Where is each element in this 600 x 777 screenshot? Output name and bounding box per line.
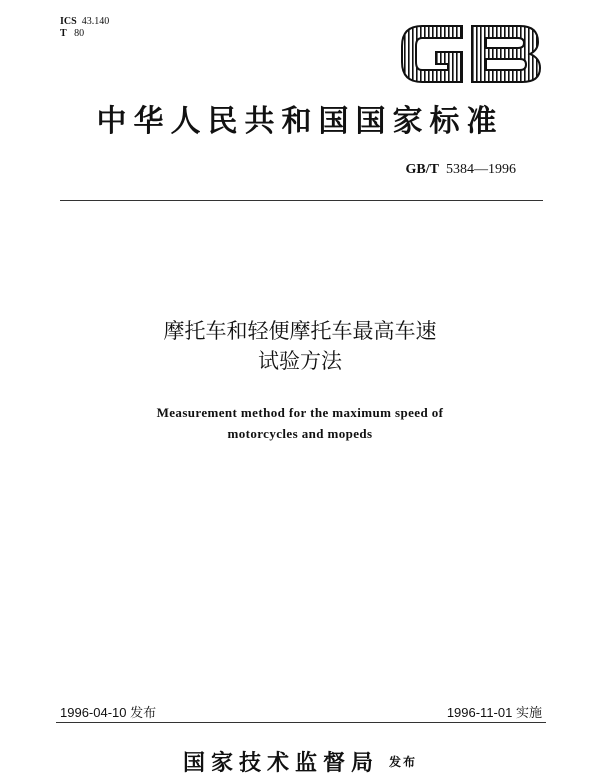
implementation-date (447, 702, 542, 721)
ics-label: ICS (60, 16, 77, 27)
header-divider (60, 200, 543, 201)
issue-date (60, 702, 156, 721)
class-line (60, 28, 109, 40)
ics-value: 43.140 (81, 16, 110, 27)
chinese-title (40, 316, 560, 376)
standard-number-prefix: GB/T (405, 162, 439, 177)
standard-number (406, 162, 516, 178)
ics-line (60, 16, 109, 28)
standard-category-title: 中华人民共和国国家标准 (96, 104, 504, 139)
publisher-suffix: 发布 (389, 755, 418, 769)
issue-date-label: 发布 (130, 705, 157, 720)
class-value: 80 (74, 28, 85, 39)
ics-classification (60, 16, 109, 40)
standard-number-value: 5384—1996 (446, 162, 516, 177)
implementation-date-value: 1996-11-01 (446, 705, 513, 720)
chinese-title-line-1: 摩托车和轻便摩托车最高车速 (163, 319, 437, 343)
publisher-name: 国家技术监督局 (182, 750, 379, 776)
gb-logo-icon (396, 16, 544, 90)
implementation-date-label: 实施 (515, 705, 542, 720)
english-title-line-1: Measurement method for the maximum speed of (156, 405, 444, 420)
footer-divider (56, 722, 546, 723)
publisher (100, 746, 500, 777)
english-title (40, 402, 560, 444)
chinese-title-line-2: 试验方法 (258, 349, 342, 373)
issue-date-value: 1996-04-10 (60, 705, 127, 720)
english-title-line-2: motorcycles and mopeds (227, 426, 373, 441)
class-label: T (60, 28, 67, 39)
